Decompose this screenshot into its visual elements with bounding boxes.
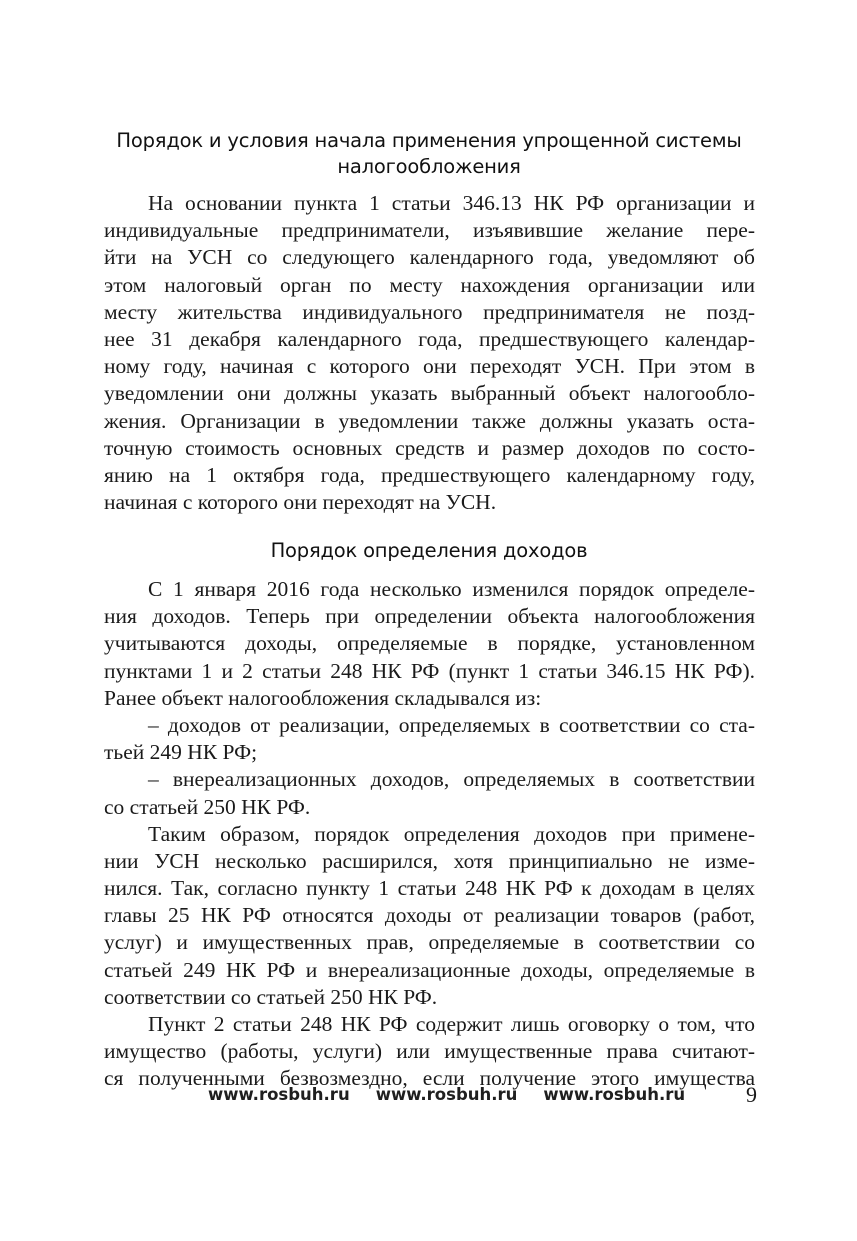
text-line: нился. Так, согласно пункту 1 статьи 248 НК РФ к доходам в целях — [104, 876, 755, 901]
text-line: С 1 января 2016 года несколько изменился порядок определе- — [148, 577, 755, 601]
section2-body — [104, 576, 755, 1093]
text-line: со статьей 250 НК РФ. — [104, 794, 311, 819]
text-line: пунктами 1 и 2 статьи 248 НК РФ (пункт 1 статьи 346.15 НК РФ). — [104, 658, 755, 683]
text-line: нее 31 декабря календарного года, предшествующего календар- — [104, 326, 755, 351]
text-line: Таким образом, порядок определения доходов при применe- — [148, 821, 755, 846]
text-line: месту жительства индивидуального предпринимателя не позд- — [104, 299, 755, 324]
text-line: тьей 249 НК РФ; — [104, 740, 258, 765]
heading-line: Порядок и условия начала применения упрощенной системы — [116, 129, 742, 152]
text-line: жения. Организации в уведомлении также должны указать оста- — [104, 408, 755, 433]
text-line: соответствии со статьей 250 НК РФ. — [104, 984, 438, 1009]
text-line: ному году, начиная с которого они переходят УСН. При этом в — [104, 354, 755, 379]
text-line: нии УСН несколько расширился, хотя принципиально не изме- — [104, 848, 755, 873]
text-line: начиная с которого они переходят на УСН. — [104, 490, 497, 515]
section-heading-income — [104, 538, 754, 564]
text-line: этом налоговый орган по месту нахождения организации или — [104, 272, 755, 297]
page-number: 9 — [746, 1082, 757, 1107]
text-line: На основании пункта 1 статьи 346.13 НК РФ организации и — [148, 191, 755, 215]
text-line: главы 25 НК РФ относятся доходы от реализации товаров (работ, — [104, 903, 755, 928]
section-heading-usn-start — [104, 128, 754, 180]
text-line: ния доходов. Теперь при определении объекта налогообложения — [104, 604, 755, 629]
list-item-line: – внереализационных доходов, определяемых в соответствии — [148, 767, 755, 792]
footer-link[interactable]: www.rosbuh.ru — [543, 1085, 686, 1104]
text-line: йти на УСН со следующего календарного года, уведомляют об — [104, 245, 755, 270]
text-line: индивидуальные предприниматели, изъявившие желание пере- — [104, 218, 755, 243]
text-line: Ранее объект налогообложения складывался из: — [104, 685, 542, 710]
text-line: услуг) и имущественных прав, определяемые в соответствии со — [104, 930, 755, 955]
text-line: имущество (работы, услуги) или имущественные права считают- — [104, 1039, 755, 1064]
footer-link[interactable]: www.rosbuh.ru — [375, 1085, 518, 1104]
text-line: уведомлении они должны указать выбранный объект налогообло- — [104, 381, 755, 406]
text-line: учитываются доходы, определяемые в порядке, установленном — [104, 631, 755, 656]
text-line: точную стоимость основных средств и размер доходов по состо- — [104, 435, 755, 460]
footer-links — [208, 1080, 685, 1110]
text-line: Пункт 2 статьи 248 НК РФ содержит лишь оговорку о том, что — [148, 1012, 755, 1036]
list-item-line: – доходов от реализации, определяемых в соответствии со ста- — [148, 712, 755, 737]
page-footer — [0, 1080, 857, 1110]
heading-line: Порядок определения доходов — [270, 539, 588, 562]
text-line: статьей 249 НК РФ и внереализационные доходы, определяемые в — [104, 957, 755, 982]
heading-line: налогообложения — [337, 155, 521, 178]
section1-paragraph — [104, 190, 755, 516]
text-line: ся полученными безвозмездно, если получение этого имущества — [104, 1066, 755, 1091]
text-line: янию на 1 октября года, предшествующего календарному году, — [104, 462, 755, 487]
footer-link[interactable]: www.rosbuh.ru — [208, 1085, 350, 1104]
